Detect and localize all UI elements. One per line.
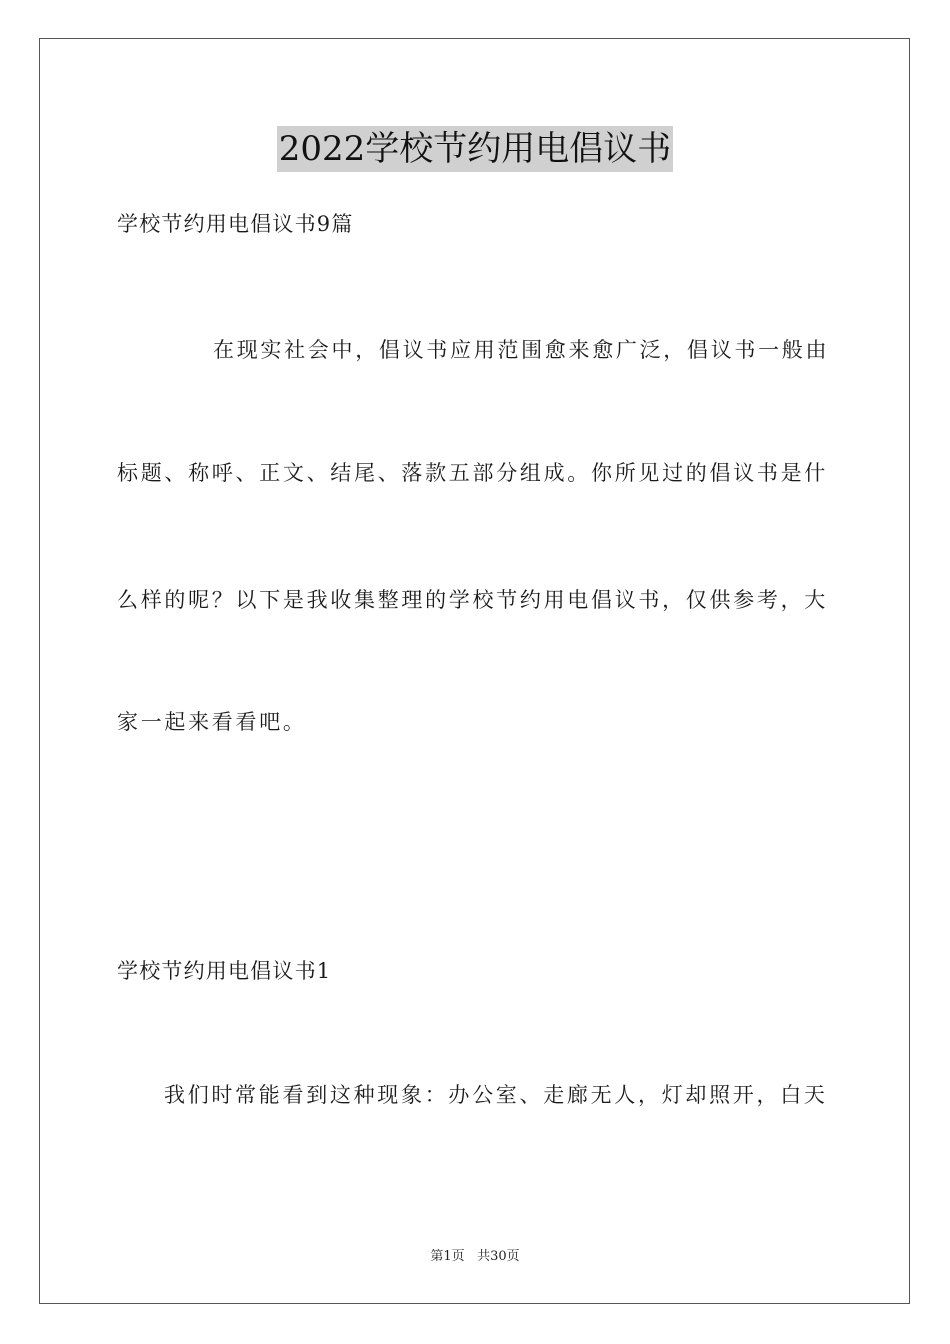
page-footer — [0, 1248, 950, 1266]
page-number-total: 共30页 — [477, 1249, 520, 1264]
title-container — [0, 126, 950, 172]
intro-line-3: 么样的呢？以下是我收集整理的学校节约用电倡议书，仅供参考，大 — [117, 588, 828, 612]
document-subtitle: 学校节约用电倡议书9篇 — [117, 212, 354, 236]
footer-spacer — [465, 1249, 477, 1264]
section-heading: 学校节约用电倡议书1 — [117, 959, 332, 983]
document-title: 2022学校节约用电倡议书 — [277, 126, 674, 172]
intro-line-1: 在现实社会中，倡议书应用范围愈来愈广泛，倡议书一般由 — [213, 338, 830, 362]
intro-line-4: 家一起来看看吧。 — [117, 710, 307, 734]
page-number-current: 第1页 — [430, 1249, 465, 1264]
intro-line-2: 标题、称呼、正文、结尾、落款五部分组成。你所见过的倡议书是什 — [117, 461, 828, 485]
section-line-1: 我们时常能看到这种现象：办公室、走廊无人，灯却照开，白天 — [164, 1083, 828, 1107]
